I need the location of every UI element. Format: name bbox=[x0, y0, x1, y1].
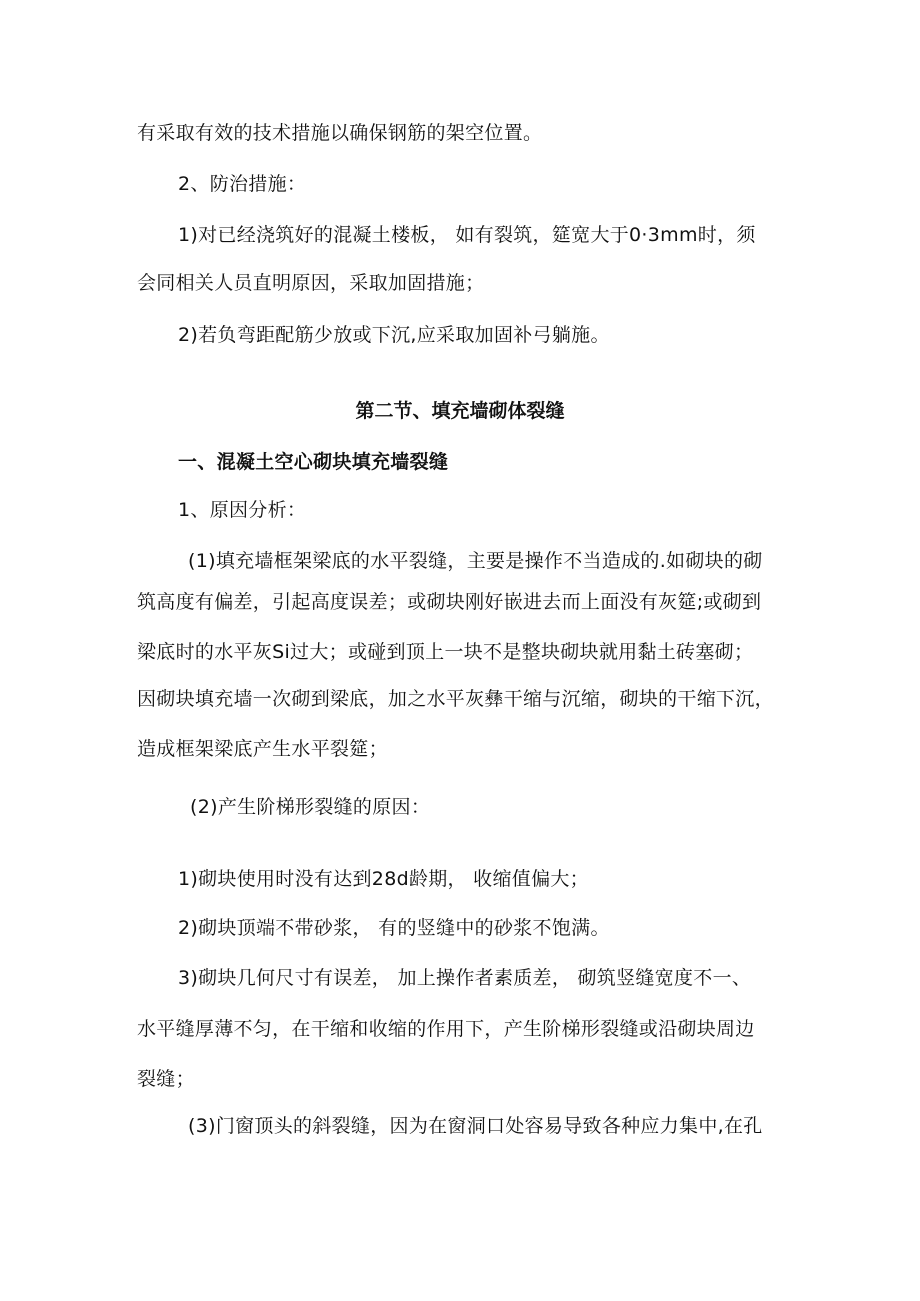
paragraph-line: 水平缝厚薄不匀，在干缩和收缩的作用下，产生阶梯形裂缝或沿砌块周边 bbox=[137, 1018, 755, 1040]
paragraph-line: 裂缝； bbox=[137, 1068, 195, 1090]
paragraph-line: 会同相关人员直明原因，采取加固措施； bbox=[137, 272, 485, 294]
paragraph-line: 筑高度有偏差，引起高度误差；或砌块刚好嵌进去而上面没有灰筵;或砌到 bbox=[137, 591, 762, 613]
paragraph-line: 2)若负弯距配筋少放或下沉,应采取加固补弓躺施。 bbox=[178, 324, 610, 346]
paragraph-line: 1)对已经浇筑好的混凝土楼板， 如有裂筑，筵宽大于0·3mm时，须 bbox=[178, 224, 756, 246]
paragraph-line: 造成框架梁底产生水平裂筵； bbox=[137, 738, 388, 760]
paragraph-line: 1)砌块使用时没有达到28d龄期， 收缩值偏大； bbox=[178, 868, 589, 890]
paragraph-line: 有采取有效的技术措施以确保钢筋的架空位置。 bbox=[137, 122, 543, 144]
paragraph-line: (1)填充墙框架梁底的水平裂缝，主要是操作不当造成的.如砌块的砌 bbox=[188, 550, 763, 572]
paragraph-line: 2)砌块顶端不带砂浆， 有的竖缝中的砂浆不饱满。 bbox=[178, 917, 610, 939]
paragraph-line: 梁底时的水平灰Si过大；或碰到顶上一块不是整块砌块就用黏土砖塞砌； bbox=[137, 641, 754, 663]
section-heading: 第二节、填充墙砌体裂缝 bbox=[355, 400, 565, 422]
paragraph-line: 因砌块填充墙一次砌到梁底，加之水平灰彝干缩与沉缩，砌块的干缩下沉， bbox=[137, 688, 774, 710]
section-label: 2、防治措施： bbox=[178, 173, 307, 195]
subsection-heading: 一、混凝土空心砌块填充墙裂缝 bbox=[178, 451, 449, 473]
section-label: 1、原因分析： bbox=[178, 499, 307, 521]
paragraph-line: 3)砌块几何尺寸有误差， 加上操作者素质差， 砌筑竖缝宽度不一、 bbox=[178, 967, 752, 989]
paragraph-line: (3)门窗顶头的斜裂缝，因为在窗洞口处容易导致各种应力集中,在孔 bbox=[188, 1115, 763, 1137]
paragraph-line: (2)产生阶梯形裂缝的原因： bbox=[190, 796, 431, 818]
